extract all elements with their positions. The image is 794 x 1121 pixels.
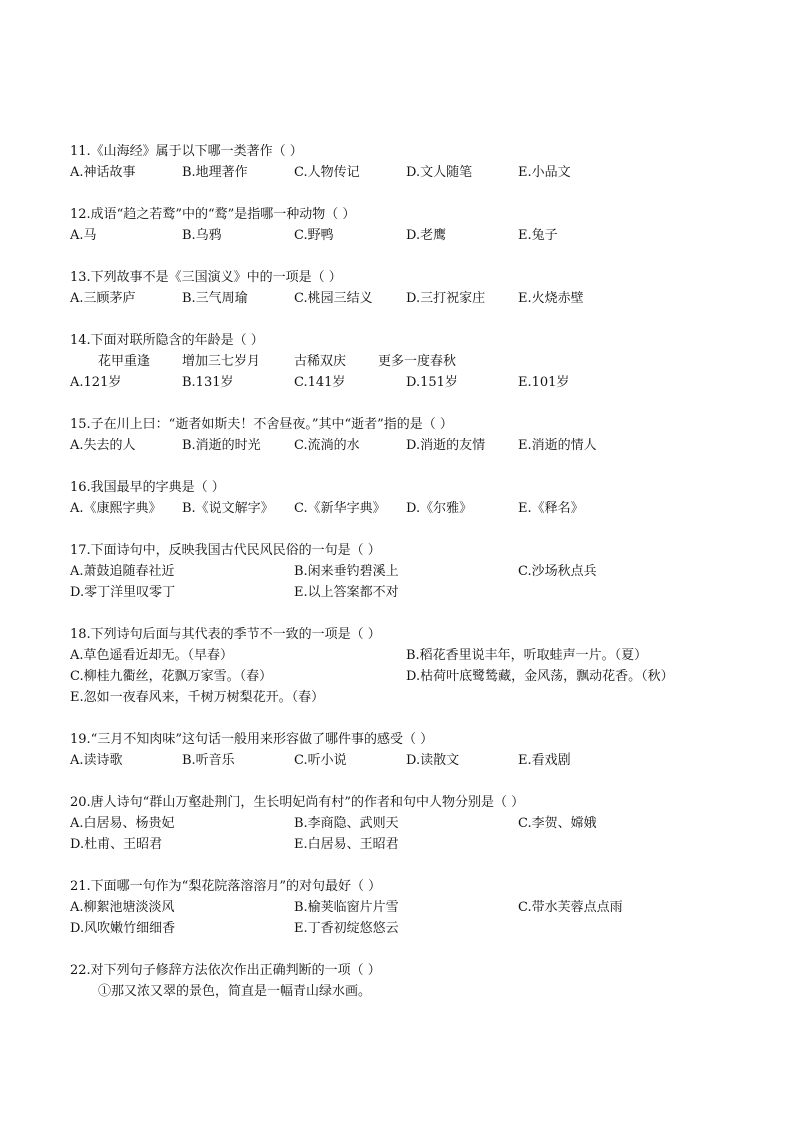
answer-option: D.老鹰: [406, 228, 447, 243]
answer-option: B.听音乐: [182, 753, 235, 768]
couplet-phrase: 古稀双庆: [294, 354, 347, 369]
answer-option: E.丁香初绽悠悠云: [294, 921, 399, 936]
question-18: [70, 624, 750, 708]
question-20: [70, 792, 750, 855]
answer-option: B.乌鸦: [182, 228, 222, 243]
question-17: [70, 540, 750, 603]
answer-option: D.《尔雅》: [406, 501, 473, 516]
question-stem: 19.“三月不知肉味”这句话一般用来形容做了哪件事的感受（ ）: [70, 732, 434, 747]
question-14: [70, 330, 750, 393]
couplet-phrase: 增加三七岁月: [182, 354, 261, 369]
answer-option: E.火烧赤壁: [518, 291, 584, 306]
answer-option: E.白居易、王昭君: [294, 837, 399, 852]
answer-option: E.消逝的情人: [518, 438, 597, 453]
question-stem: 17.下面诗句中，反映我国古代民风民俗的一句是（ ）: [70, 543, 381, 558]
answer-option: C.听小说: [294, 753, 347, 768]
question-13: [70, 267, 750, 309]
sentence-line: ①那又浓又翠的景色，简直是一幅青山绿水画。: [98, 984, 372, 999]
answer-option: A.《康熙字典》: [70, 501, 162, 516]
answer-option: C.野鸭: [294, 228, 334, 243]
answer-option: A.121岁: [70, 375, 122, 390]
answer-option: B.地理著作: [182, 165, 248, 180]
answer-option: C.柳桂九衢丝，花飘万家雪。（春）: [70, 669, 273, 684]
options-row: [70, 435, 750, 456]
answer-option: A.马: [70, 228, 97, 243]
options-row: [70, 498, 750, 519]
answer-option: E.101岁: [518, 375, 570, 390]
answer-option: B.稻花香里说丰年，听取蛙声一片。（夏）: [406, 648, 648, 663]
couplet-line: [70, 351, 750, 372]
question-19: [70, 729, 750, 771]
answer-option: C.带水芙蓉点点雨: [518, 900, 623, 915]
question-stem: 21.下面哪一句作为“梨花院落溶溶月”的对句最好（ ）: [70, 879, 382, 894]
answer-option: C.桃园三结义: [294, 291, 373, 306]
options-row: [70, 162, 750, 183]
answer-option: B.三气周瑜: [182, 291, 248, 306]
answer-option: E.看戏剧: [518, 753, 571, 768]
question-stem: 15.子在川上曰：“逝者如斯夫！不舍昼夜。”其中“逝者”指的是（ ）: [70, 417, 453, 432]
question-stem: 16.我国最早的字典是（ ）: [70, 480, 225, 495]
question-16: [70, 477, 750, 519]
answer-option: D.读散文: [406, 753, 460, 768]
answer-option: C.流淌的水: [294, 438, 360, 453]
options-row: [70, 645, 750, 666]
answer-option: A.柳絮池塘淡淡风: [70, 900, 175, 915]
question-stem: 14.下面对联所隐含的年龄是（ ）: [70, 333, 264, 348]
couplet-phrase: 花甲重逢: [98, 354, 151, 369]
question-stem: 18.下列诗句后面与其代表的季节不一致的一项是（ ）: [70, 627, 381, 642]
options-row: [70, 288, 750, 309]
question-stem: 11.《山海经》属于以下哪一类著作（ ）: [70, 144, 303, 159]
answer-option: E.忽如一夜春风来，千树万树梨花开。（春）: [70, 690, 325, 705]
options-row: [70, 750, 750, 771]
answer-option: D.杜甫、王昭君: [70, 837, 163, 852]
options-row: [70, 897, 750, 918]
answer-option: D.151岁: [406, 375, 458, 390]
answer-option: A.萧鼓追随春社近: [70, 564, 175, 579]
options-row: [70, 834, 750, 855]
answer-option: A.神话故事: [70, 165, 136, 180]
question-stem: 22.对下列句子修辞方法依次作出正确判断的一项（ ）: [70, 963, 381, 978]
options-row: [70, 918, 750, 939]
answer-option: D.枯荷叶底鹭鸶藏，金风荡，飘动花香。（秋）: [406, 669, 674, 684]
question-15: [70, 414, 750, 456]
options-row: [70, 813, 750, 834]
answer-option: C.《新华字典》: [294, 501, 386, 516]
answer-option: D.文人随笔: [406, 165, 473, 180]
answer-option: A.读诗歌: [70, 753, 123, 768]
question-22: [70, 960, 750, 1002]
answer-option: B.《说文解字》: [182, 501, 274, 516]
answer-option: C.沙场秋点兵: [518, 564, 597, 579]
answer-option: D.风吹嫩竹细细香: [70, 921, 176, 936]
answer-option: A.失去的人: [70, 438, 136, 453]
question-12: [70, 204, 750, 246]
question-stem: 20.唐人诗句“群山万壑赴荆门，生长明妃尚有村”的作者和句中人物分别是（ ）: [70, 795, 525, 810]
couplet-phrase: 更多一度春秋: [378, 354, 457, 369]
answer-option: D.三打祝家庄: [406, 291, 486, 306]
options-row: [70, 582, 750, 603]
answer-option: D.零丁洋里叹零丁: [70, 585, 176, 600]
answer-option: D.消逝的友情: [406, 438, 486, 453]
answer-option: E.《释名》: [518, 501, 584, 516]
answer-option: B.榆荚临窗片片雪: [294, 900, 399, 915]
answer-option: A.草色遥看近却无。（早春）: [70, 648, 234, 663]
options-row: [70, 225, 750, 246]
question-stem: 12.成语“趋之若鹜”中的“鹜”是指哪一种动物（ ）: [70, 207, 356, 222]
answer-option: E.以上答案都不对: [294, 585, 399, 600]
question-11: [70, 141, 750, 183]
answer-option: E.小品文: [518, 165, 571, 180]
answer-option: B.李商隐、武则天: [294, 816, 399, 831]
options-row: [70, 372, 750, 393]
answer-option: B.闲来垂钓碧溪上: [294, 564, 399, 579]
answer-option: C.141岁: [294, 375, 346, 390]
question-stem: 13.下列故事不是《三国演义》中的一项是（ ）: [70, 270, 342, 285]
question-21: [70, 876, 750, 939]
options-row: [70, 687, 750, 708]
answer-option: A.白居易、杨贵妃: [70, 816, 175, 831]
options-row: [70, 666, 750, 687]
answer-option: C.李贺、嫦娥: [518, 816, 597, 831]
answer-option: B.消逝的时光: [182, 438, 261, 453]
answer-option: B.131岁: [182, 375, 234, 390]
answer-option: C.人物传记: [294, 165, 360, 180]
answer-option: E.兔子: [518, 228, 558, 243]
answer-option: A.三顾茅庐: [70, 291, 136, 306]
options-row: [70, 561, 750, 582]
